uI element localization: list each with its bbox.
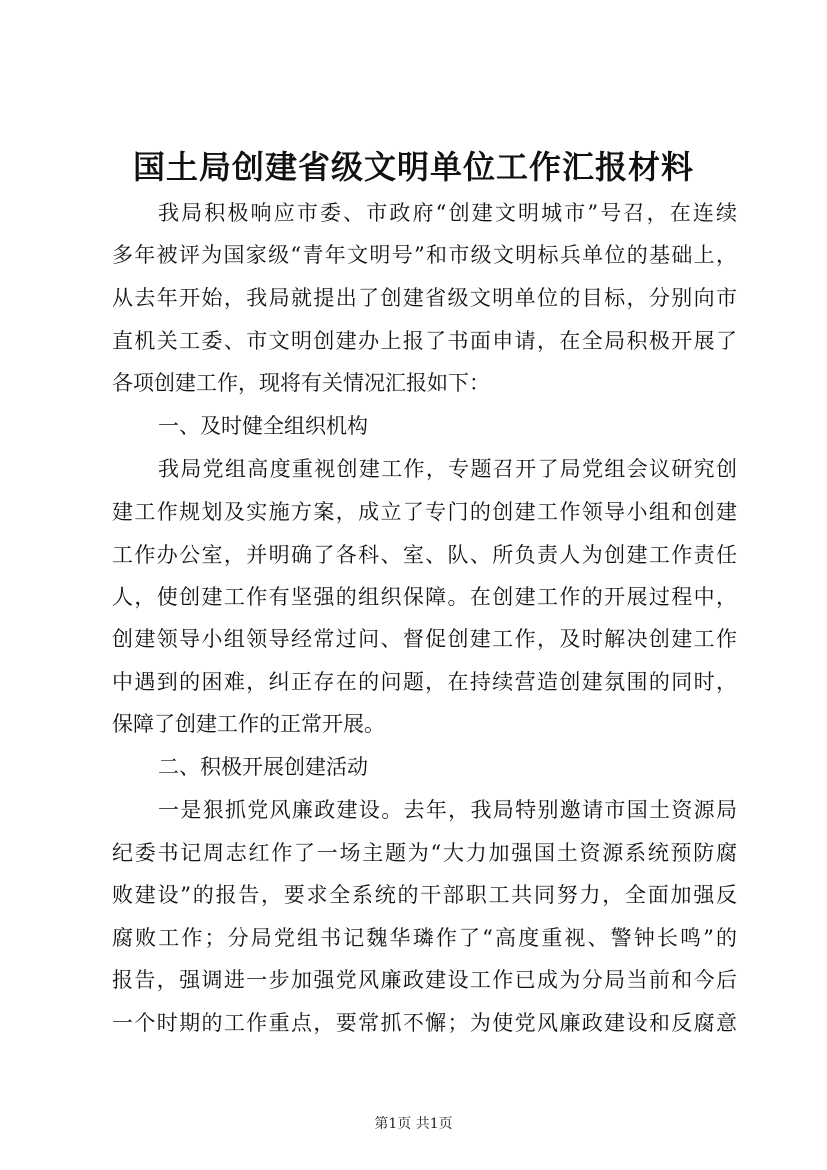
paragraph-line: 中遇到的困难，纠正存在的问题，在持续营造创建氛围的同时， (112, 670, 737, 694)
paragraph-line: 败建设”的报告，要求全系统的干部职工共同努力，全面加强反 (112, 883, 737, 907)
paragraph-line: 保障了创建工作的正常开展。 (112, 712, 385, 736)
paragraph-line: 从去年开始，我局就提出了创建省级文明单位的目标，分别向市 (112, 286, 737, 310)
paragraph-line: 建工作规划及实施方案，成立了专门的创建工作领导小组和创建 (112, 500, 737, 524)
paragraph-line: 腐败工作；分局党组书记魏华璘作了“高度重视、警钟长鸣”的 (112, 926, 737, 950)
paragraph-line: 一是狠抓党风廉政建设。去年，我局特别邀请市国土资源局 (158, 798, 737, 822)
paragraph-line: 我局积极响应市委、市政府“创建文明城市”号召，在连续 (158, 201, 737, 225)
paragraph-line: 工作办公室，并明确了各科、室、队、所负责人为创建工作责任 (112, 543, 737, 567)
page-footer: 第1页 共1页 (374, 1116, 453, 1132)
paragraph-line: 一个时期的工作重点，要常抓不懈；为使党风廉政建设和反腐意 (112, 1011, 737, 1035)
section-heading: 一、及时健全组织机构 (158, 414, 368, 438)
paragraph-line: 报告，强调进一步加强党风廉政建设工作已成为分局当前和今后 (112, 968, 737, 992)
paragraph-line: 纪委书记周志红作了一场主题为“大力加强国土资源系统预防腐 (112, 841, 737, 865)
section-heading: 二、积极开展创建活动 (158, 755, 368, 779)
document-title: 国土局创建省级文明单位工作汇报材料 (132, 148, 694, 186)
paragraph-line: 我局党组高度重视创建工作，专题召开了局党组会议研究创 (158, 457, 737, 481)
paragraph-line: 创建领导小组领导经常过问、督促创建工作，及时解决创建工作 (112, 627, 737, 651)
paragraph-line: 多年被评为国家级“青年文明号”和市级文明标兵单位的基础上， (112, 243, 737, 267)
paragraph-line: 直机关工委、市文明创建办上报了书面申请，在全局积极开展了 (112, 329, 737, 353)
paragraph-line: 人，使创建工作有坚强的组织保障。在创建工作的开展过程中， (112, 585, 737, 609)
paragraph-line: 各项创建工作，现将有关情况汇报如下： (112, 371, 490, 395)
